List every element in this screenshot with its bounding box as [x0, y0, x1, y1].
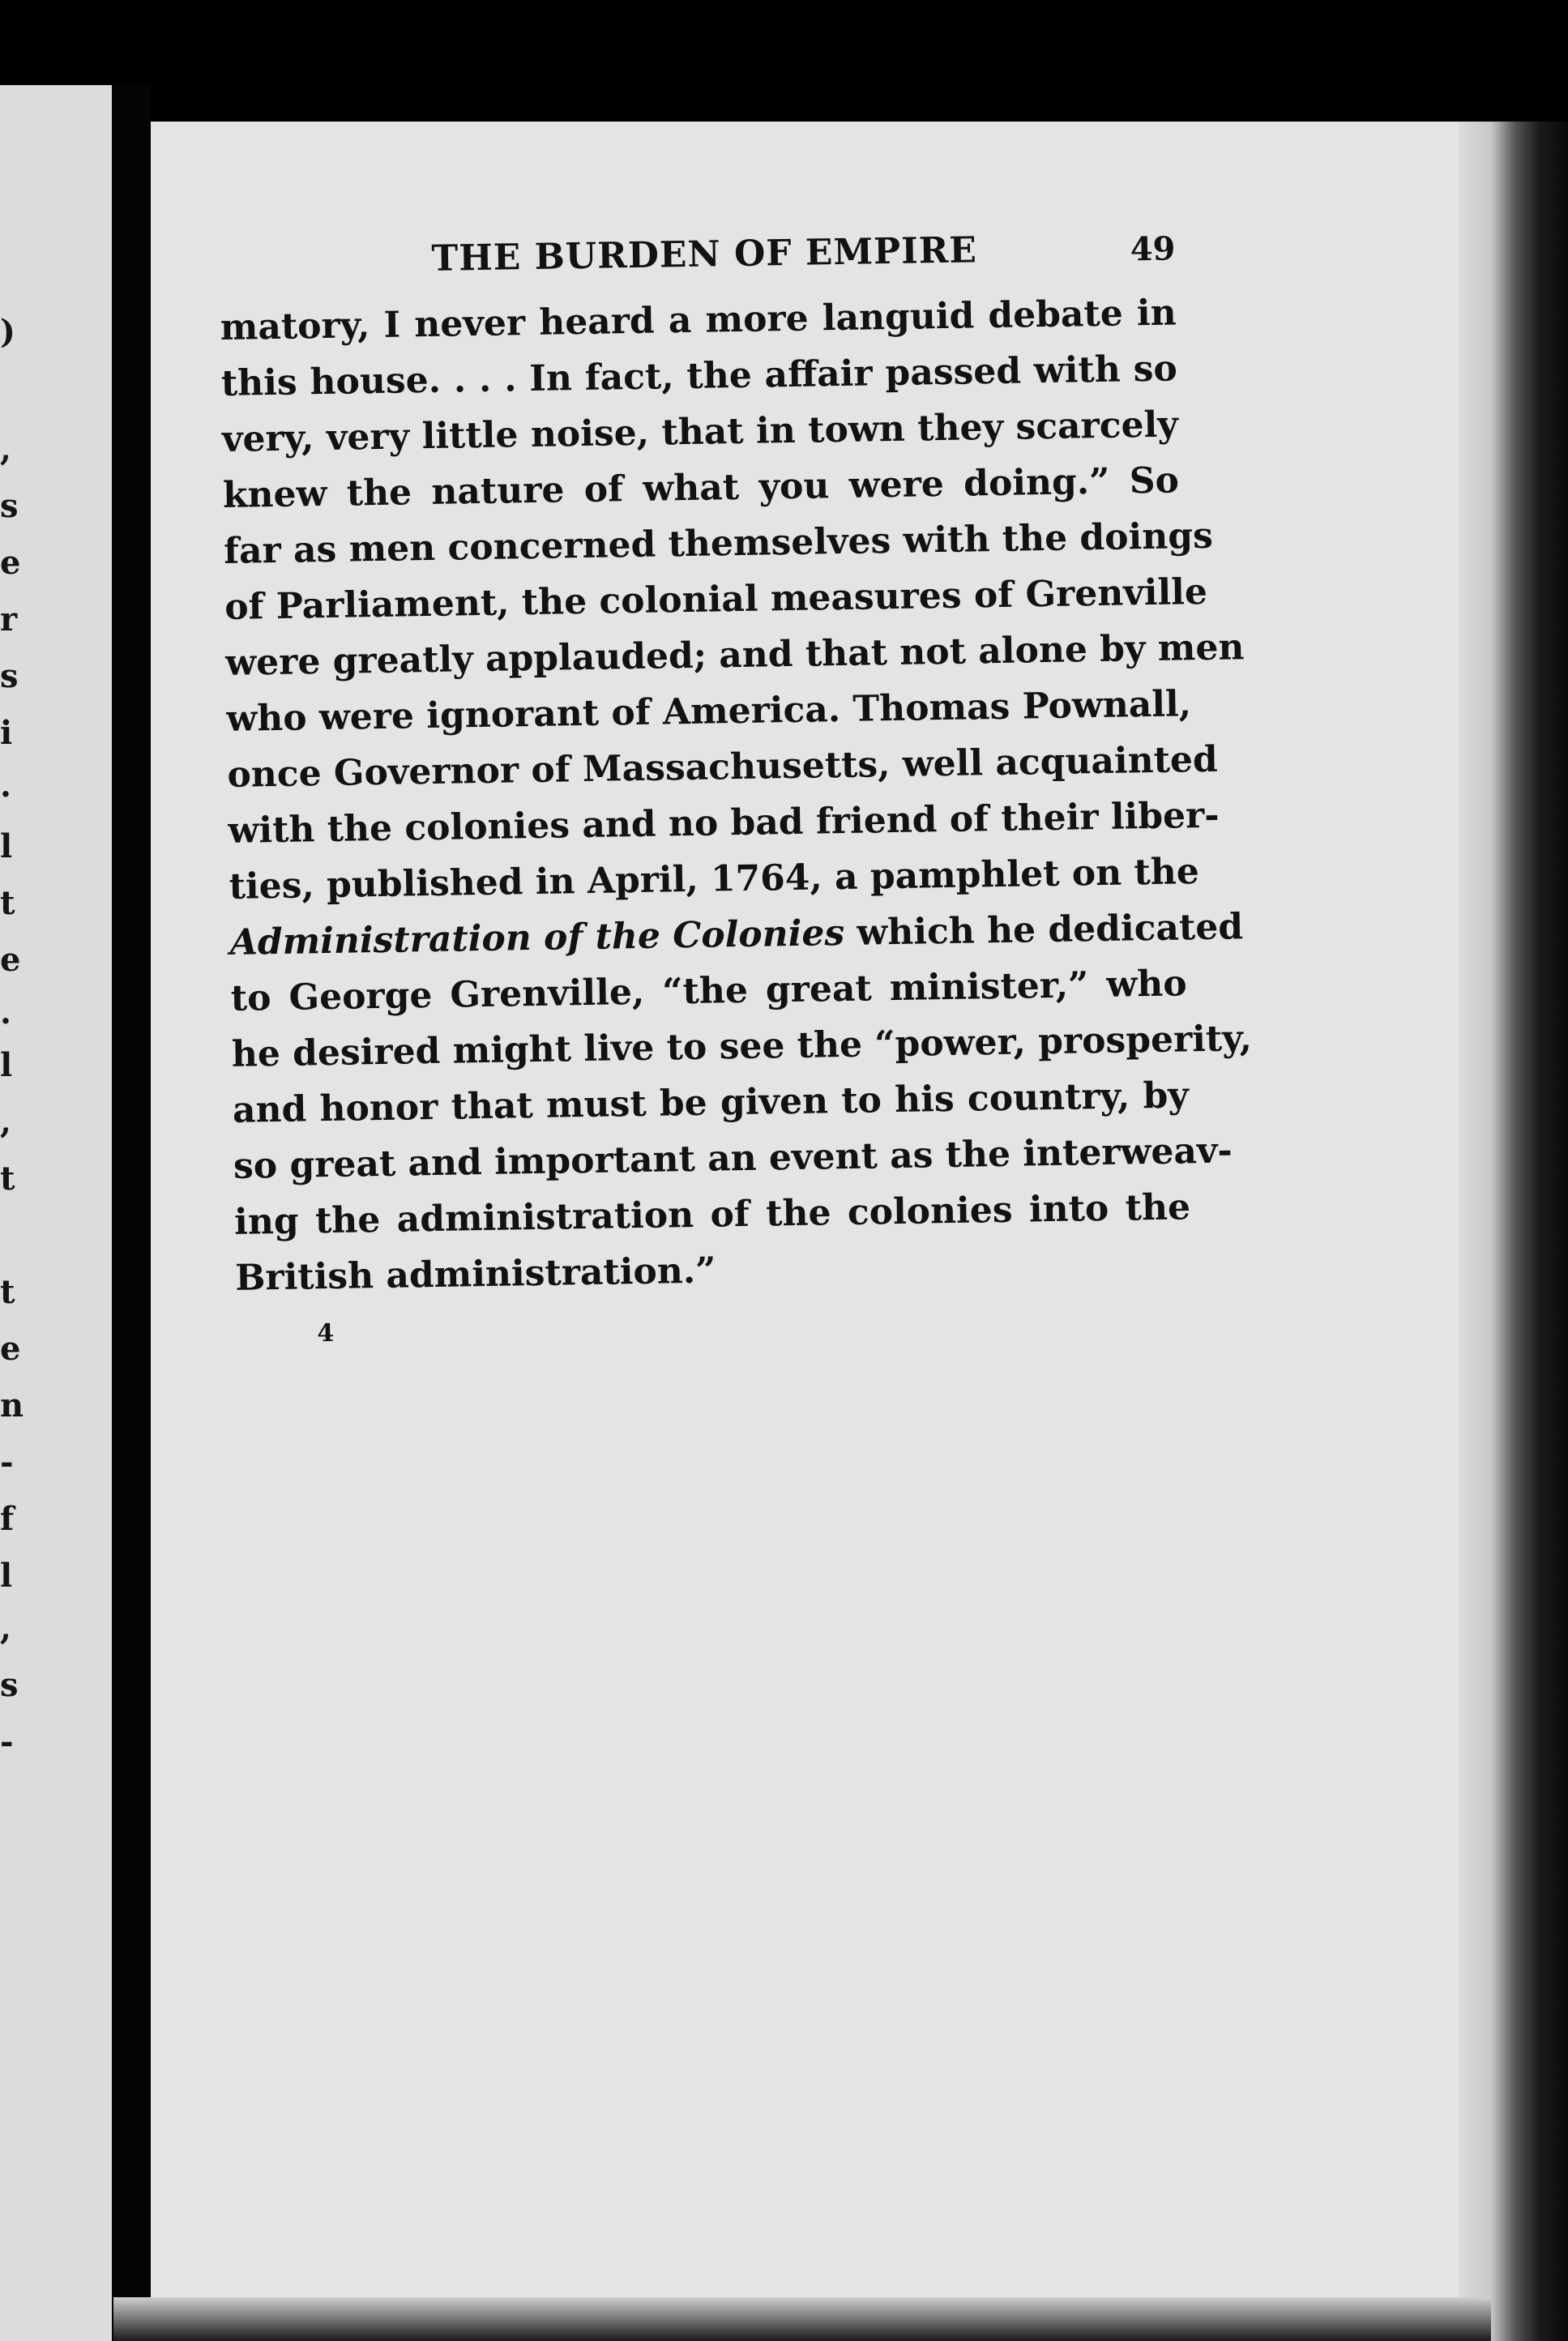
- margin-fragment: ,: [0, 1103, 11, 1141]
- text-line-rest: which he dedicated: [844, 906, 1244, 954]
- margin-fragment: t: [0, 884, 15, 922]
- book-title: Administration of the Colonies: [229, 912, 845, 963]
- book-gutter: [112, 85, 151, 2341]
- text-line: were greatly applauded; and that not alone by men: [224, 626, 1245, 684]
- margin-fragment: -: [0, 1443, 14, 1481]
- running-title: THE BURDEN OF EMPIRE: [431, 229, 978, 280]
- page-fore-edge: [1459, 122, 1568, 2341]
- margin-fragment: e: [0, 544, 21, 582]
- text-line: matory, I never heard a more languid debate in: [220, 292, 1177, 348]
- margin-fragment: i: [0, 714, 13, 752]
- text-line: British administration.”: [234, 1250, 716, 1299]
- margin-fragment: t: [0, 1273, 15, 1311]
- text-line: with the colonies and no bad friend of their liber-: [228, 794, 1220, 852]
- margin-fragment: s: [0, 657, 19, 695]
- margin-fragment: n: [0, 1386, 24, 1425]
- margin-fragment: f: [0, 1500, 15, 1538]
- previous-page-edge: [0, 85, 112, 2341]
- text-line: so great and important an event as the interweav-: [233, 1130, 1233, 1187]
- text-line: far as men concerned themselves with the doings: [223, 515, 1214, 572]
- margin-fragment: -: [0, 1723, 14, 1761]
- text-line: knew the nature of what you were doing.” So: [222, 459, 1180, 516]
- margin-fragment: e: [0, 1330, 21, 1368]
- text-line: ing the administration of the colonies into the: [233, 1186, 1191, 1243]
- text-line: he desired might live to see the “power, prosperity,: [231, 1018, 1253, 1075]
- body-text: [220, 284, 1253, 1305]
- margin-fragment: s: [0, 487, 19, 525]
- margin-fragment: .: [0, 993, 11, 1032]
- margin-fragment: l: [0, 827, 13, 865]
- margin-fragment: ,: [0, 1609, 11, 1647]
- margin-fragment: .: [0, 767, 11, 805]
- text-line: once Governor of Massachusetts, well acquainted: [227, 738, 1219, 796]
- margin-fragment: e: [0, 941, 21, 979]
- margin-fragment: r: [0, 600, 18, 639]
- page-bottom-edge: [113, 2297, 1491, 2341]
- margin-fragment: s: [0, 1666, 19, 1704]
- text-line: ties, published in April, 1764, a pamphlet on the: [229, 851, 1200, 908]
- text-line: who were ignorant of America. Thomas Pownall,: [225, 683, 1192, 740]
- margin-fragment: ): [0, 313, 15, 351]
- margin-fragment: ,: [0, 430, 11, 468]
- margin-fragment: l: [0, 1046, 13, 1084]
- margin-fragment: t: [0, 1160, 15, 1198]
- text-line: of Parliament, the colonial measures of Grenville: [224, 570, 1208, 628]
- text-line: and honor that must be given to his country, by: [232, 1074, 1190, 1131]
- text-line: this house. . . . In fact, the affair passed with so: [220, 348, 1178, 404]
- margin-fragment: l: [0, 1557, 13, 1595]
- text-line: very, very little noise, that in town they scarcely: [221, 404, 1179, 460]
- signature-mark: 4: [317, 1318, 335, 1348]
- page-number: 49: [1130, 229, 1176, 269]
- page-content: [219, 220, 1253, 1348]
- text-line: to George Grenville, “the great minister,” who: [230, 963, 1188, 1019]
